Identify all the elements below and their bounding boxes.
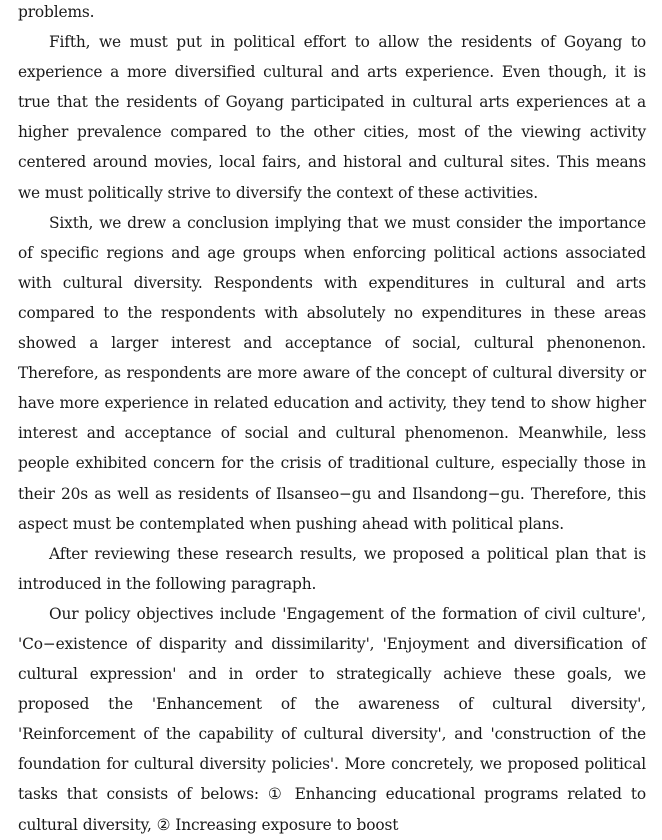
paragraph-fifth: Fifth, we must put in political effort to allow the residents of Goyang to experience a more diversified cultural and arts experience. Even though, it is true that the residents of Goyang participated in cultural arts experiences at a higher prevalence compared to the other cities, most of the viewing activity centered around movies, local fairs, and historal and cultural sites. This means we must politically strive to diversify the context of these activities. (18, 33, 646, 202)
paragraph-sixth: Sixth, we drew a conclusion implying that we must consider the importance of specific regions and age groups when enforcing political actions associated with cultural diversity. Respondents with expenditures in cultural and arts compared to the respondents with absolutely no expenditures in these areas showed a larger interest and acceptance of social, cultural phenonenon. Therefore, as respondents are more aware of the concept of cultural diversity or have more experience in related education and activity, they tend to show higher interest and acceptance of social and cultural phenomenon. Meanwhile, less people exhibited concern for the crisis of traditional culture, especially those in their 20s as well as residents of Ilsanseo−gu and Ilsandong−gu. Therefore, this aspect must be contemplated when pushing ahead with political plans. (18, 213, 646, 533)
paragraph-review: After reviewing these research results, we proposed a political plan that is introduced in the following paragraph. (18, 544, 646, 593)
document-body (18, 0, 646, 840)
paragraph-policy-objectives: Our policy objectives include 'Engagement of the formation of civil culture', 'Co−existence of disparity and dissimilarity', 'Enjoyment and diversification of cultural expression' and in order to strategically achieve these goals, we proposed the 'Enhancement of the awareness of cultural diversity', 'Reinforcement of the capability of cultural diversity', and 'construction of the foundation for cultural diversity policies'. More concretely, we proposed political tasks that consists of belows: ① Enhancing educational programs related to cultural diversity, ② Increasing exposure to boost (18, 604, 646, 834)
paragraph-continuation: problems. (18, 3, 95, 21)
